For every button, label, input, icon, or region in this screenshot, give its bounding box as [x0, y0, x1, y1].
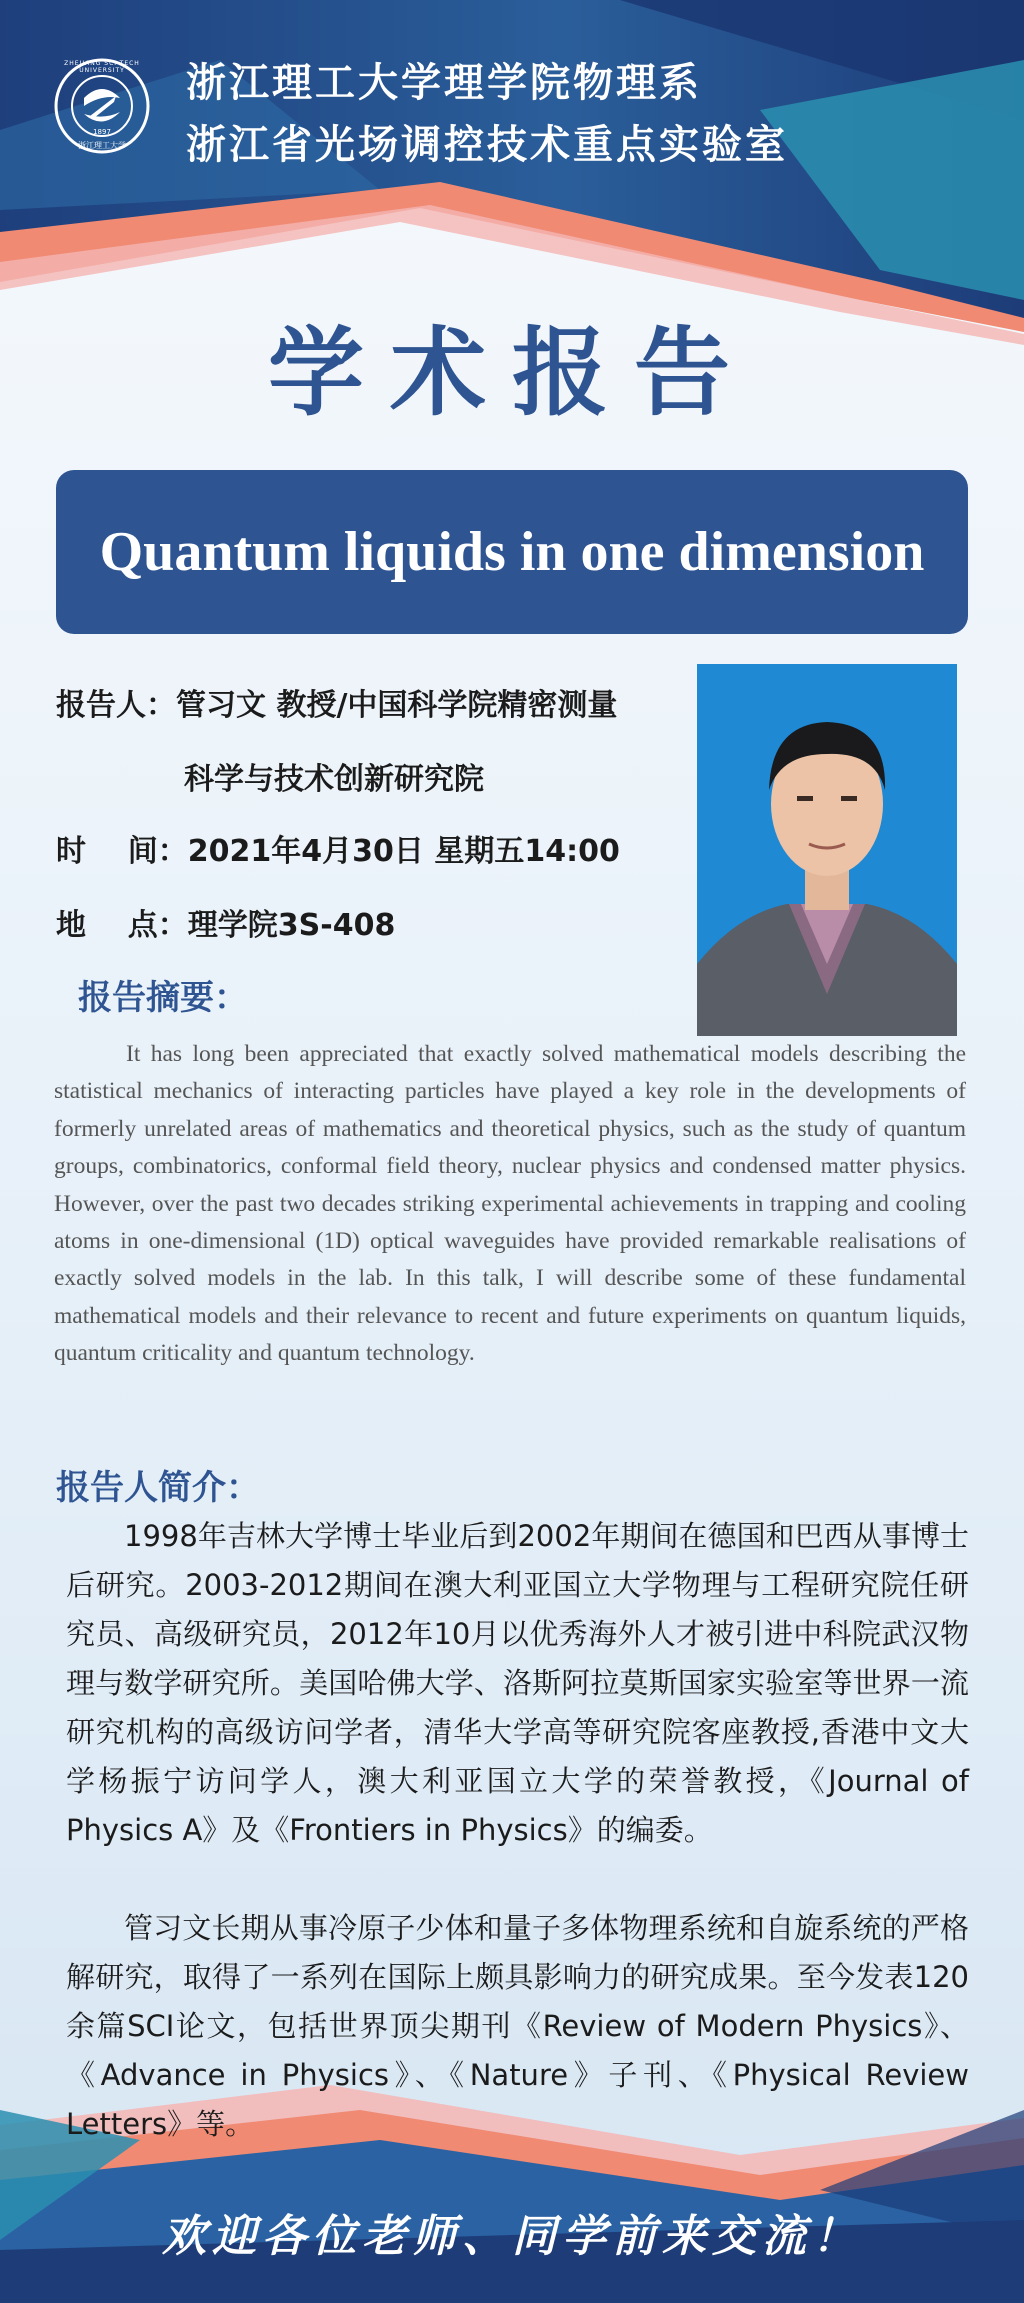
logo-top-text: ZHEJIANG SCI-TECH UNIVERSITY — [64, 60, 140, 74]
time-label: 时 间： — [56, 834, 188, 869]
speaker-row — [56, 686, 617, 726]
talk-title: Quantum liquids in one dimension — [99, 521, 925, 583]
university-logo — [54, 58, 150, 154]
logo-year: 1897 — [93, 128, 111, 136]
speaker-value: 管习文 教授/中国科学院精密测量 — [176, 688, 618, 723]
header-line-2: 浙江省光场调控技术重点实验室 — [186, 122, 788, 168]
header-institution — [186, 52, 788, 176]
speaker-label: 报告人： — [56, 688, 176, 723]
speaker-affiliation: 科学与技术创新研究院 — [184, 762, 484, 797]
bio-heading: 报告人简介： — [56, 1468, 260, 1508]
place-row — [56, 906, 395, 946]
place-value: 理学院3S-408 — [187, 908, 396, 943]
time-value: 2021年4月30日 星期五14:00 — [187, 834, 620, 869]
talk-title-banner — [56, 470, 968, 634]
abstract-text: It has long been appreciated that exactly solved mathematical models describing the statistical mechanics of interacting particles have played a key role in the developments of formerly unrelated areas of mathematics and theoretical physics, such as the study of quantum groups, combinatorics, conformal field theory, nuclear physics and condensed matter physics. However, over the past two decades striking experimental achievements in trapping and cooling atoms in one-dimensional (1D) optical waveguides have provided remarkable realisations of exactly solved models in the lab. In this talk, I will describe some of these fundamental mathematical models and their relevance to recent and future experiments on quantum liquids, quantum criticality and quantum technology. — [54, 1041, 966, 1367]
bio-paragraph-2: 管习文长期从事冷原子少体和量子多体物理系统和自旋系统的严格解研究，取得了一系列在国际上颇具影响力的研究成果。至今发表120余篇SCI论文，包括世界顶尖期刊《Review of Modern Physics》、《Advance in Physics》、《Nature》子刊、《Physical Review Letters》等。 — [66, 1911, 969, 2141]
speaker-photo — [697, 664, 957, 1036]
place-label: 地 点： — [56, 908, 188, 943]
logo-bottom-text: 浙江理工大学 — [78, 141, 126, 150]
page-title: 学术报告 — [268, 316, 756, 429]
bio-paragraph-1: 1998年吉林大学博士毕业后到2002年期间在德国和巴西从事博士后研究。2003-2012期间在澳大利亚国立大学物理与工程研究院任研究员、高级研究员，2012年10月以优秀海外人才被引进中科院武汉物理与数学研究所。美国哈佛大学、洛斯阿拉莫斯国家实验室等世界一流研究机构的高级访问学者，清华大学高等研究院客座教授,香港中文大学杨振宁访问学人，澳大利亚国立大学的荣誉教授，《Journal of Physics A》及《Frontiers in Physics》的编委。 — [66, 1519, 969, 1847]
header-line-1: 浙江理工大学理学院物理系 — [186, 60, 702, 106]
abstract-heading: 报告摘要： — [78, 978, 248, 1018]
time-row — [56, 832, 620, 872]
footer-welcome: 欢迎各位老师、同学前来交流！ — [162, 2211, 862, 2262]
